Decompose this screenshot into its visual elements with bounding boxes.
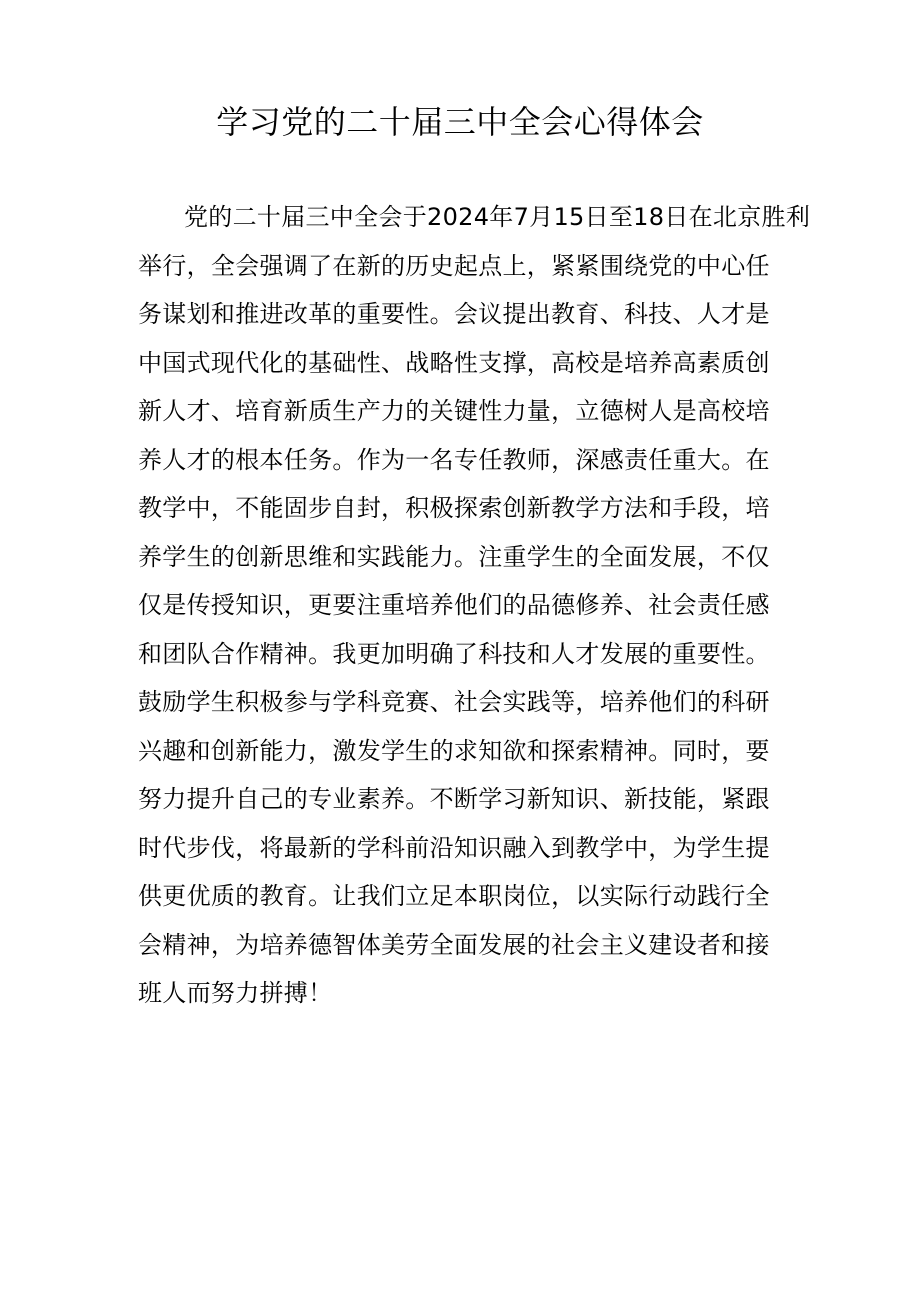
body-line: 班人而努力拼搏！ bbox=[138, 979, 333, 1007]
body-line: 兴趣和创新能力，激发学生的求知欲和探索精神。同时，要 bbox=[138, 736, 770, 765]
document-title: 学习党的二十届三中全会心得体会 bbox=[216, 103, 704, 141]
body-line: 和团队合作精神。我更加明确了科技和人才发展的重要性。 bbox=[138, 639, 770, 668]
body-line: 党的二十届三中全会于2024年7月15日至18日在北京胜利 bbox=[184, 203, 811, 231]
body-line: 仅是传授知识，更要注重培养他们的品德修养、社会责任感 bbox=[138, 591, 770, 619]
body-line: 新人才、培育新质生产力的关键性力量，立德树人是高校培 bbox=[138, 397, 770, 425]
body-line: 务谋划和推进改革的重要性。会议提出教育、科技、人才是 bbox=[138, 300, 770, 328]
body-line: 时代步伐，将最新的学科前沿知识融入到教学中，为学生提 bbox=[138, 833, 770, 862]
document-body bbox=[138, 193, 811, 1018]
body-line: 鼓励学生积极参与学科竞赛、社会实践等，培养他们的科研 bbox=[138, 688, 770, 716]
body-line: 养学生的创新思维和实践能力。注重学生的全面发展，不仅 bbox=[138, 542, 770, 571]
body-line: 养人才的根本任务。作为一名专任教师，深感责任重大。在 bbox=[138, 445, 770, 474]
body-line: 教学中，不能固步自封，积极探索创新教学方法和手段，培 bbox=[138, 494, 770, 522]
body-line: 供更优质的教育。让我们立足本职岗位，以实际行动践行全 bbox=[138, 882, 770, 910]
body-line: 中国式现代化的基础性、战略性支撑，高校是培养高素质创 bbox=[138, 348, 770, 377]
body-line: 举行，全会强调了在新的历史起点上，紧紧围绕党的中心任 bbox=[138, 251, 770, 280]
body-line: 努力提升自己的专业素养。不断学习新知识、新技能，紧跟 bbox=[138, 785, 770, 813]
body-line: 会精神，为培养德智体美劳全面发展的社会主义建设者和接 bbox=[138, 930, 770, 959]
